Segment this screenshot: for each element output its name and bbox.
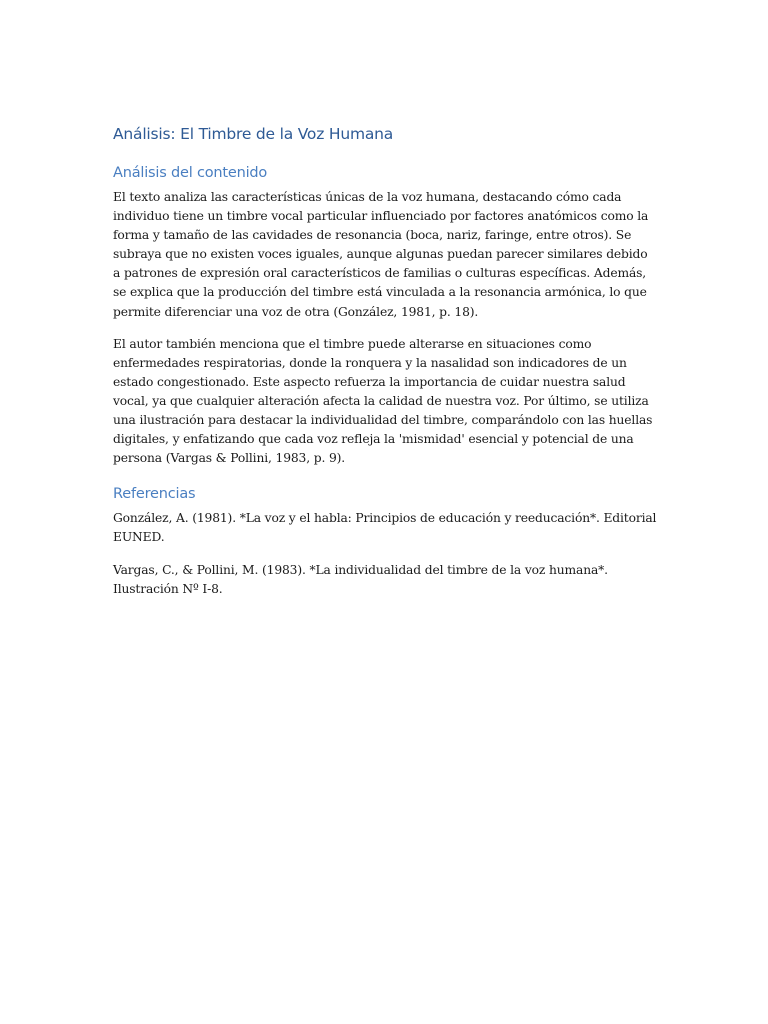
reference-item-1: González, A. (1981). *La voz y el habla: Principios de educación y reeducación*. Editorial EUNED. (113, 511, 657, 545)
analysis-paragraph-2: El autor también menciona que el timbre puede alterarse en situaciones como enfermedades respiratorias, donde la ronquera y la nasalidad son indicadores de un estado congestionado. Este aspecto refuerza la importancia de cuidar nuestra salud vocal, ya que cualquier alteración afecta la calidad de nuestra voz. Por último, se utiliza una ilustración para destacar la individualidad del timbre, comparándolo con las huellas digitales, y enfatizando que cada voz refleja la 'mismidad' esencial y potencial de una persona (Vargas & Pollini, 1983, p. 9). (113, 336, 653, 466)
references-section (113, 483, 658, 598)
analysis-section (113, 162, 658, 468)
document-title: Análisis: El Timbre de la Voz Humana (113, 125, 394, 143)
reference-item-2: Vargas, C., & Pollini, M. (1983). *La individualidad del timbre de la voz humana*. Ilustración Nº I-8. (113, 562, 608, 596)
analysis-heading: Análisis del contenido (113, 165, 268, 181)
document-page (113, 122, 658, 612)
analysis-paragraph-1: El texto analiza las características únicas de la voz humana, destacando cómo cada individuo tiene un timbre vocal particular influenciado por factores anatómicos como la forma y tamaño de las cavidades de resonancia (boca, nariz, faringe, entre otros). Se subraya que no existen voces iguales, aunque algunas puedan parecer similares debido a patrones de expresión oral característicos de familias o culturas específicas. Además, se explica que la producción del timbre está vinculada a la resonancia armónica, lo que permite diferenciar una voz de otra (González, 1981, p. 18). (113, 190, 649, 319)
references-heading: Referencias (113, 486, 196, 503)
